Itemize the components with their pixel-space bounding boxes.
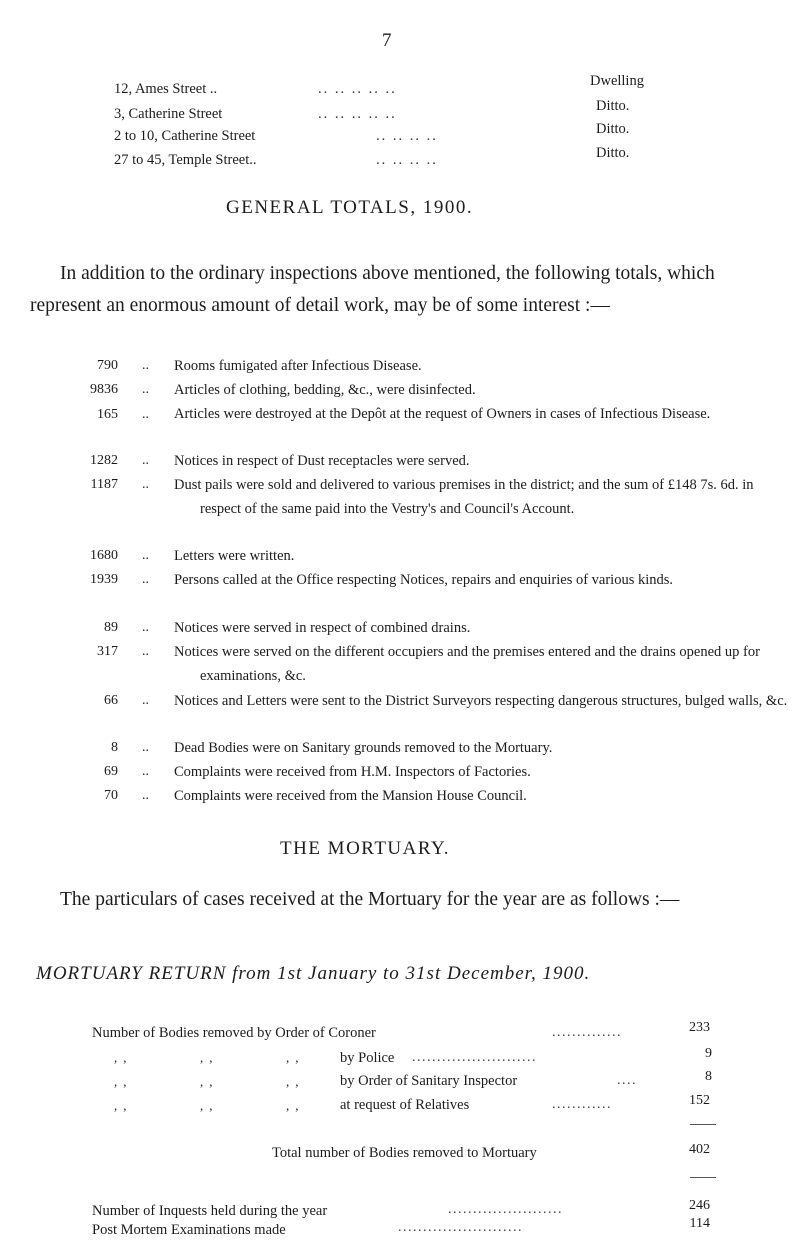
totals-count: 69 xyxy=(104,764,118,779)
inquests-value: 246 xyxy=(689,1198,710,1213)
address-leader-dots: .. .. .. .. xyxy=(376,152,438,168)
ditto-mark: ,, xyxy=(200,1074,219,1089)
address-street: 2 to 10, Catherine Street xyxy=(114,128,256,144)
mortuary-leader-dots: ......................... xyxy=(412,1050,537,1065)
ditto-mark: ,, xyxy=(114,1050,133,1065)
totals-leader-dots: .. xyxy=(142,477,149,492)
totals-count: 1187 xyxy=(90,477,118,492)
totals-description: Notices in respect of Dust receptacles were served. xyxy=(174,453,470,469)
address-type: Ditto. xyxy=(596,121,630,137)
totals-description: Notices were served on the different occupiers and the premises entered and the drains opened up for examinations, &c. xyxy=(174,644,760,684)
totals-count: 9836 xyxy=(90,382,118,397)
ditto-mark: ,, xyxy=(286,1074,305,1089)
totals-count: 165 xyxy=(97,407,118,422)
totals-description: Persons called at the Office respecting Notices, repairs and enquiries of various kinds. xyxy=(174,572,674,588)
mortuary-leader-dots: ....................... xyxy=(448,1202,563,1217)
totals-leader-dots: .. xyxy=(142,548,149,563)
totals-count: 70 xyxy=(104,788,118,803)
mortuary-intro: The particulars of cases received at the Mortuary for the year are as follows :— xyxy=(60,889,680,910)
mortuary-row-label: by Police xyxy=(340,1050,395,1066)
totals-description: Rooms fumigated after Infectious Disease. xyxy=(174,358,422,374)
totals-description: Complaints were received from the Mansion House Council. xyxy=(174,788,527,804)
address-leader-dots: .. .. .. .. .. xyxy=(318,106,397,122)
ditto-mark: ,, xyxy=(114,1074,133,1089)
totals-count: 8 xyxy=(111,740,118,755)
totals-description: Notices and Letters were sent to the District Surveyors respecting dangerous structures, bulged walls, &c. xyxy=(174,693,788,709)
totals-description: Complaints were received from H.M. Inspectors of Factories. xyxy=(174,764,531,780)
mortuary-row-value: 9 xyxy=(705,1046,712,1061)
totals-description: Articles of clothing, bedding, &c., were disinfected. xyxy=(174,382,476,398)
total-rule xyxy=(690,1177,716,1178)
totals-leader-dots: .. xyxy=(142,693,149,708)
totals-description: Notices were served in respect of combined drains. xyxy=(174,620,471,636)
mortuary-row-value: 233 xyxy=(689,1020,710,1035)
address-street: 12, Ames Street .. xyxy=(114,81,218,97)
ditto-mark: ,, xyxy=(114,1098,133,1113)
mortuary-total-value: 402 xyxy=(689,1142,710,1157)
totals-description: Dust pails were sold and delivered to various premises in the district; and the sum of £148 7s. 6d. in respect of the same paid into the Vestry's and Council's Account. xyxy=(174,477,754,517)
mortuary-title: THE MORTUARY. xyxy=(280,838,451,859)
totals-leader-dots: .. xyxy=(142,572,149,587)
totals-count: 790 xyxy=(97,358,118,373)
inquests-label: Number of Inquests held during the year xyxy=(92,1203,328,1219)
post-mortem-label: Post Mortem Examinations made xyxy=(92,1222,286,1238)
mortuary-leader-dots: .............. xyxy=(552,1025,622,1040)
general-totals-intro: In addition to the ordinary inspections above mentioned, the following totals, which represent an enormous amount of detail work, may be of some interest :— xyxy=(30,263,715,316)
mortuary-leader-dots: .... xyxy=(617,1073,637,1088)
ditto-mark: ,, xyxy=(200,1098,219,1113)
totals-leader-dots: .. xyxy=(142,644,149,659)
totals-leader-dots: .. xyxy=(142,764,149,779)
general-totals-title: GENERAL TOTALS, 1900. xyxy=(226,197,474,218)
totals-leader-dots: .. xyxy=(142,382,149,397)
totals-count: 1282 xyxy=(90,453,118,468)
totals-count: 1939 xyxy=(90,572,118,587)
mortuary-total-label: Total number of Bodies removed to Mortuary xyxy=(272,1145,537,1161)
totals-count: 89 xyxy=(104,620,118,635)
mortuary-row-value: 8 xyxy=(705,1069,712,1084)
totals-leader-dots: .. xyxy=(142,740,149,755)
mortuary-row-label: at request of Relatives xyxy=(340,1097,470,1113)
totals-leader-dots: .. xyxy=(142,620,149,635)
address-type: Ditto. xyxy=(596,145,630,161)
mortuary-leader-dots: ............ xyxy=(552,1097,612,1112)
mortuary-row-label: by Order of Sanitary Inspector xyxy=(340,1073,518,1089)
totals-leader-dots: .. xyxy=(142,407,149,422)
totals-description: Dead Bodies were on Sanitary grounds removed to the Mortuary. xyxy=(174,740,553,756)
totals-description: Articles were destroyed at the Depôt at the request of Owners in cases of Infectious Disease. xyxy=(174,406,711,422)
address-leader-dots: .. .. .. .. xyxy=(376,128,438,144)
address-type: Ditto. xyxy=(596,98,630,114)
ditto-mark: ,, xyxy=(286,1050,305,1065)
ditto-mark: ,, xyxy=(286,1098,305,1113)
totals-leader-dots: .. xyxy=(142,788,149,803)
totals-leader-dots: .. xyxy=(142,358,149,373)
totals-description: Letters were written. xyxy=(174,548,295,564)
ditto-mark: ,, xyxy=(200,1050,219,1065)
page-number: 7 xyxy=(382,30,392,51)
address-street: 3, Catherine Street xyxy=(114,106,223,122)
post-mortem-value: 114 xyxy=(689,1216,710,1231)
totals-count: 317 xyxy=(97,644,118,659)
totals-leader-dots: .. xyxy=(142,453,149,468)
address-type: Dwelling xyxy=(590,73,644,89)
totals-count: 1680 xyxy=(90,548,118,563)
address-leader-dots: .. .. .. .. .. xyxy=(318,81,397,97)
mortuary-leader-dots: ......................... xyxy=(398,1220,523,1235)
mortuary-row-label: Number of Bodies removed by Order of Coroner xyxy=(92,1025,376,1041)
mortuary-row-value: 152 xyxy=(689,1093,710,1108)
address-street: 27 to 45, Temple Street.. xyxy=(114,152,257,168)
mortuary-return-title: MORTUARY RETURN from 1st January to 31st December, 1900. xyxy=(36,963,591,984)
totals-count: 66 xyxy=(104,693,118,708)
sum-rule xyxy=(690,1124,716,1125)
